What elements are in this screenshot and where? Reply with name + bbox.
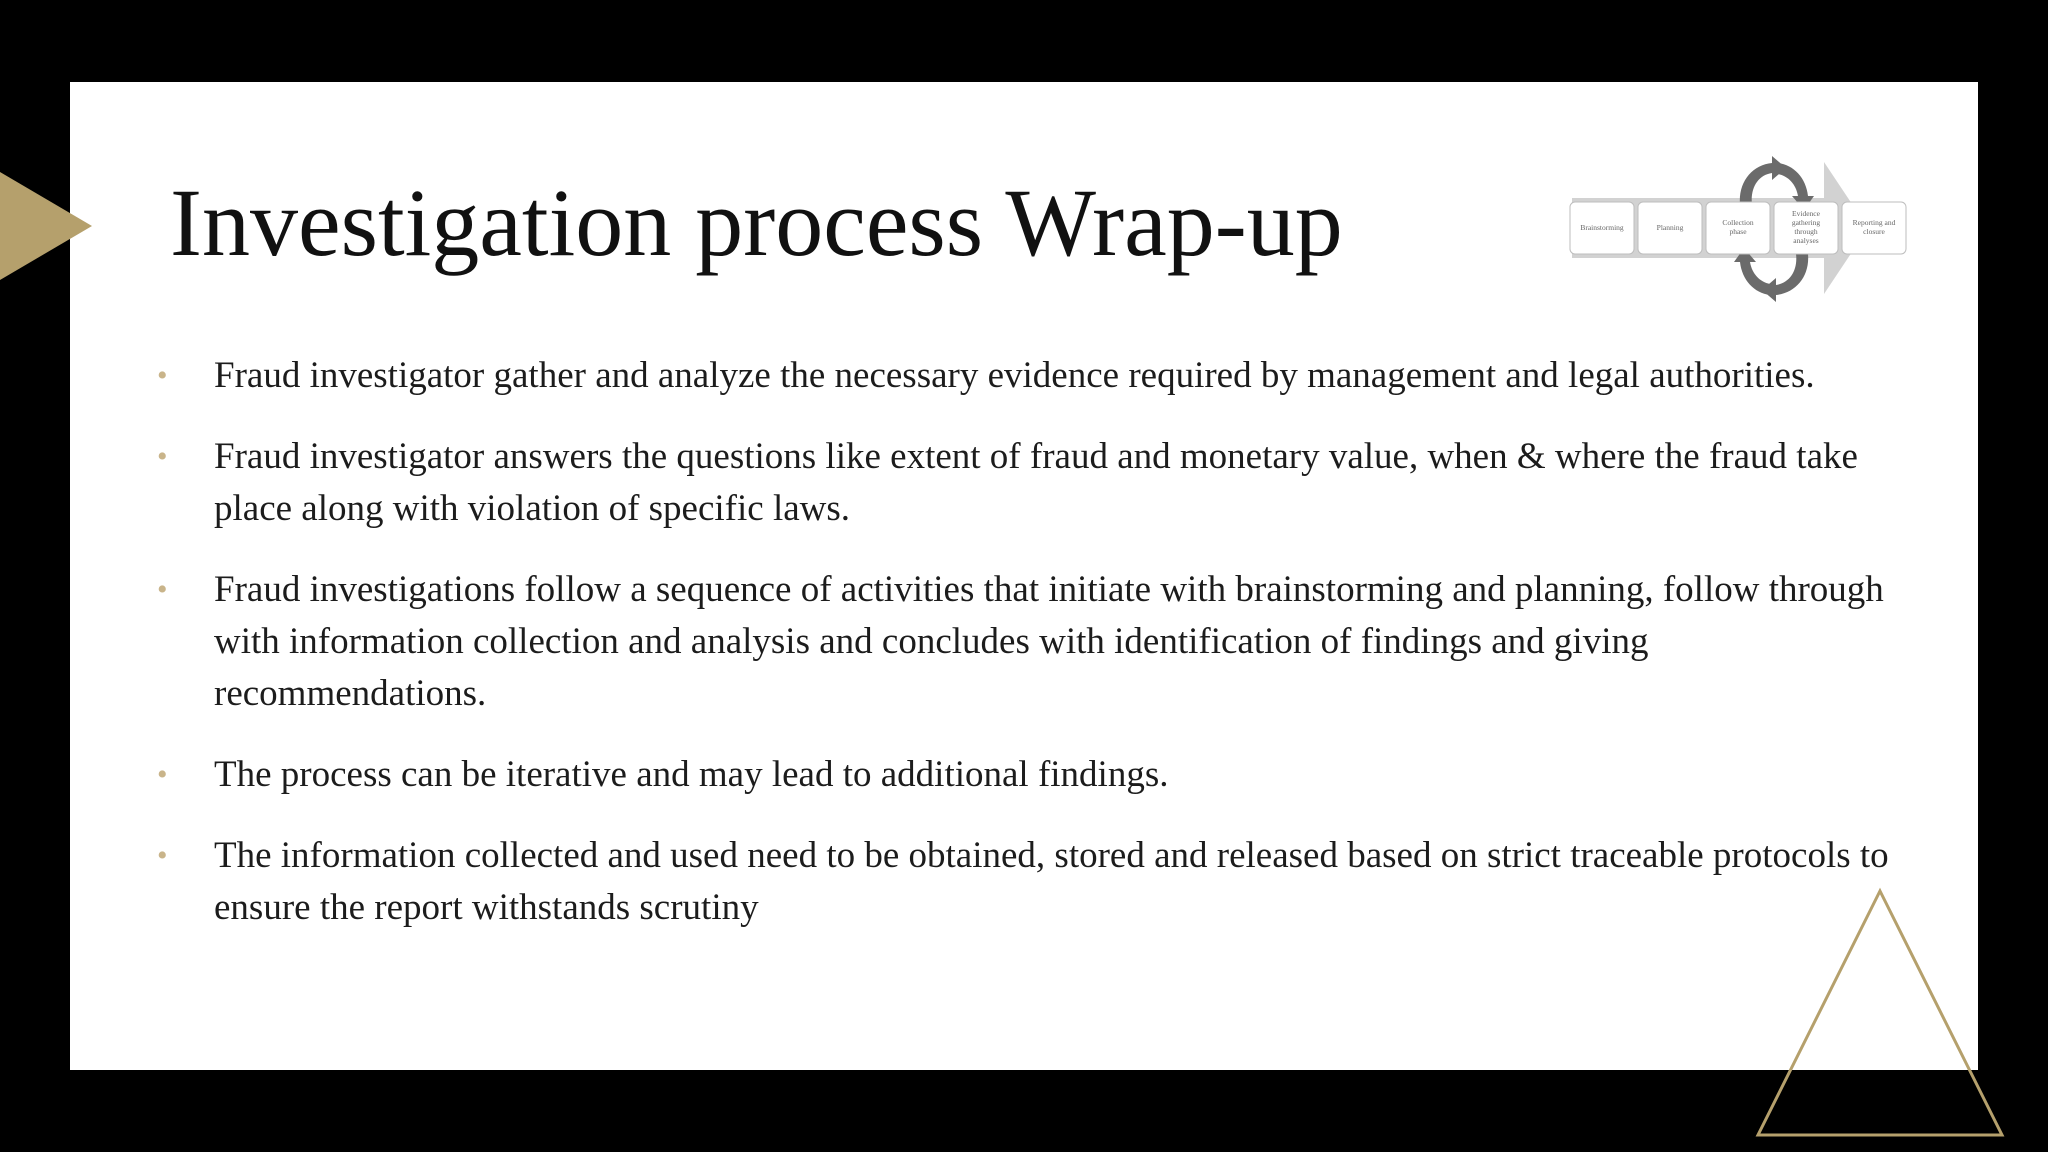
bullet-item	[150, 749, 1910, 801]
svg-text:phase: phase	[1729, 227, 1747, 236]
svg-text:through: through	[1794, 227, 1818, 236]
bullet-item	[150, 830, 1910, 934]
bullet-list	[150, 350, 1910, 963]
svg-text:Planning: Planning	[1656, 223, 1684, 232]
process-flow-diagram	[1568, 150, 1914, 306]
svg-text:gathering: gathering	[1791, 218, 1821, 227]
bullet-dot-icon: •	[157, 839, 168, 872]
svg-text:closure: closure	[1863, 227, 1885, 236]
svg-text:Brainstorming: Brainstorming	[1580, 223, 1624, 232]
bullet-item	[150, 431, 1910, 535]
svg-text:Reporting and: Reporting and	[1852, 218, 1896, 227]
gold-triangle-accent-icon	[0, 172, 92, 280]
bullet-dot-icon: •	[157, 758, 168, 791]
slide-title: Investigation process Wrap-up	[170, 169, 1343, 276]
bullet-text: The process can be iterative and may lead to additional findings.	[214, 754, 1169, 795]
process-step-collection-phase	[1706, 202, 1770, 254]
bullet-text: The information collected and used need to be obtained, stored and released based on strict traceable protocols to ensure the report withstands scrutiny	[214, 835, 1889, 928]
bullet-dot-icon: •	[157, 573, 168, 606]
bullet-item	[150, 564, 1910, 720]
bullet-text: Fraud investigator gather and analyze the necessary evidence required by management and legal authorities.	[214, 355, 1815, 396]
bullet-text: Fraud investigator answers the questions like extent of fraud and monetary value, when & where the fraud take place along with violation of specific laws.	[214, 436, 1858, 529]
svg-text:Evidence: Evidence	[1792, 209, 1820, 218]
process-step-planning	[1638, 202, 1702, 254]
bullet-dot-icon: •	[157, 440, 168, 473]
svg-text:analyses: analyses	[1793, 236, 1819, 245]
bullet-item	[150, 350, 1910, 402]
bullet-text: Fraud investigations follow a sequence of activities that initiate with brainstorming and planning, follow through with information collection and analysis and concludes with identification of findings and giving recommendations.	[214, 569, 1884, 714]
process-step-reporting-closure	[1842, 202, 1906, 254]
process-step-evidence-gathering	[1774, 202, 1838, 254]
bullet-dot-icon: •	[157, 359, 168, 392]
process-step-brainstorming	[1570, 202, 1634, 254]
svg-text:Collection: Collection	[1722, 218, 1754, 227]
